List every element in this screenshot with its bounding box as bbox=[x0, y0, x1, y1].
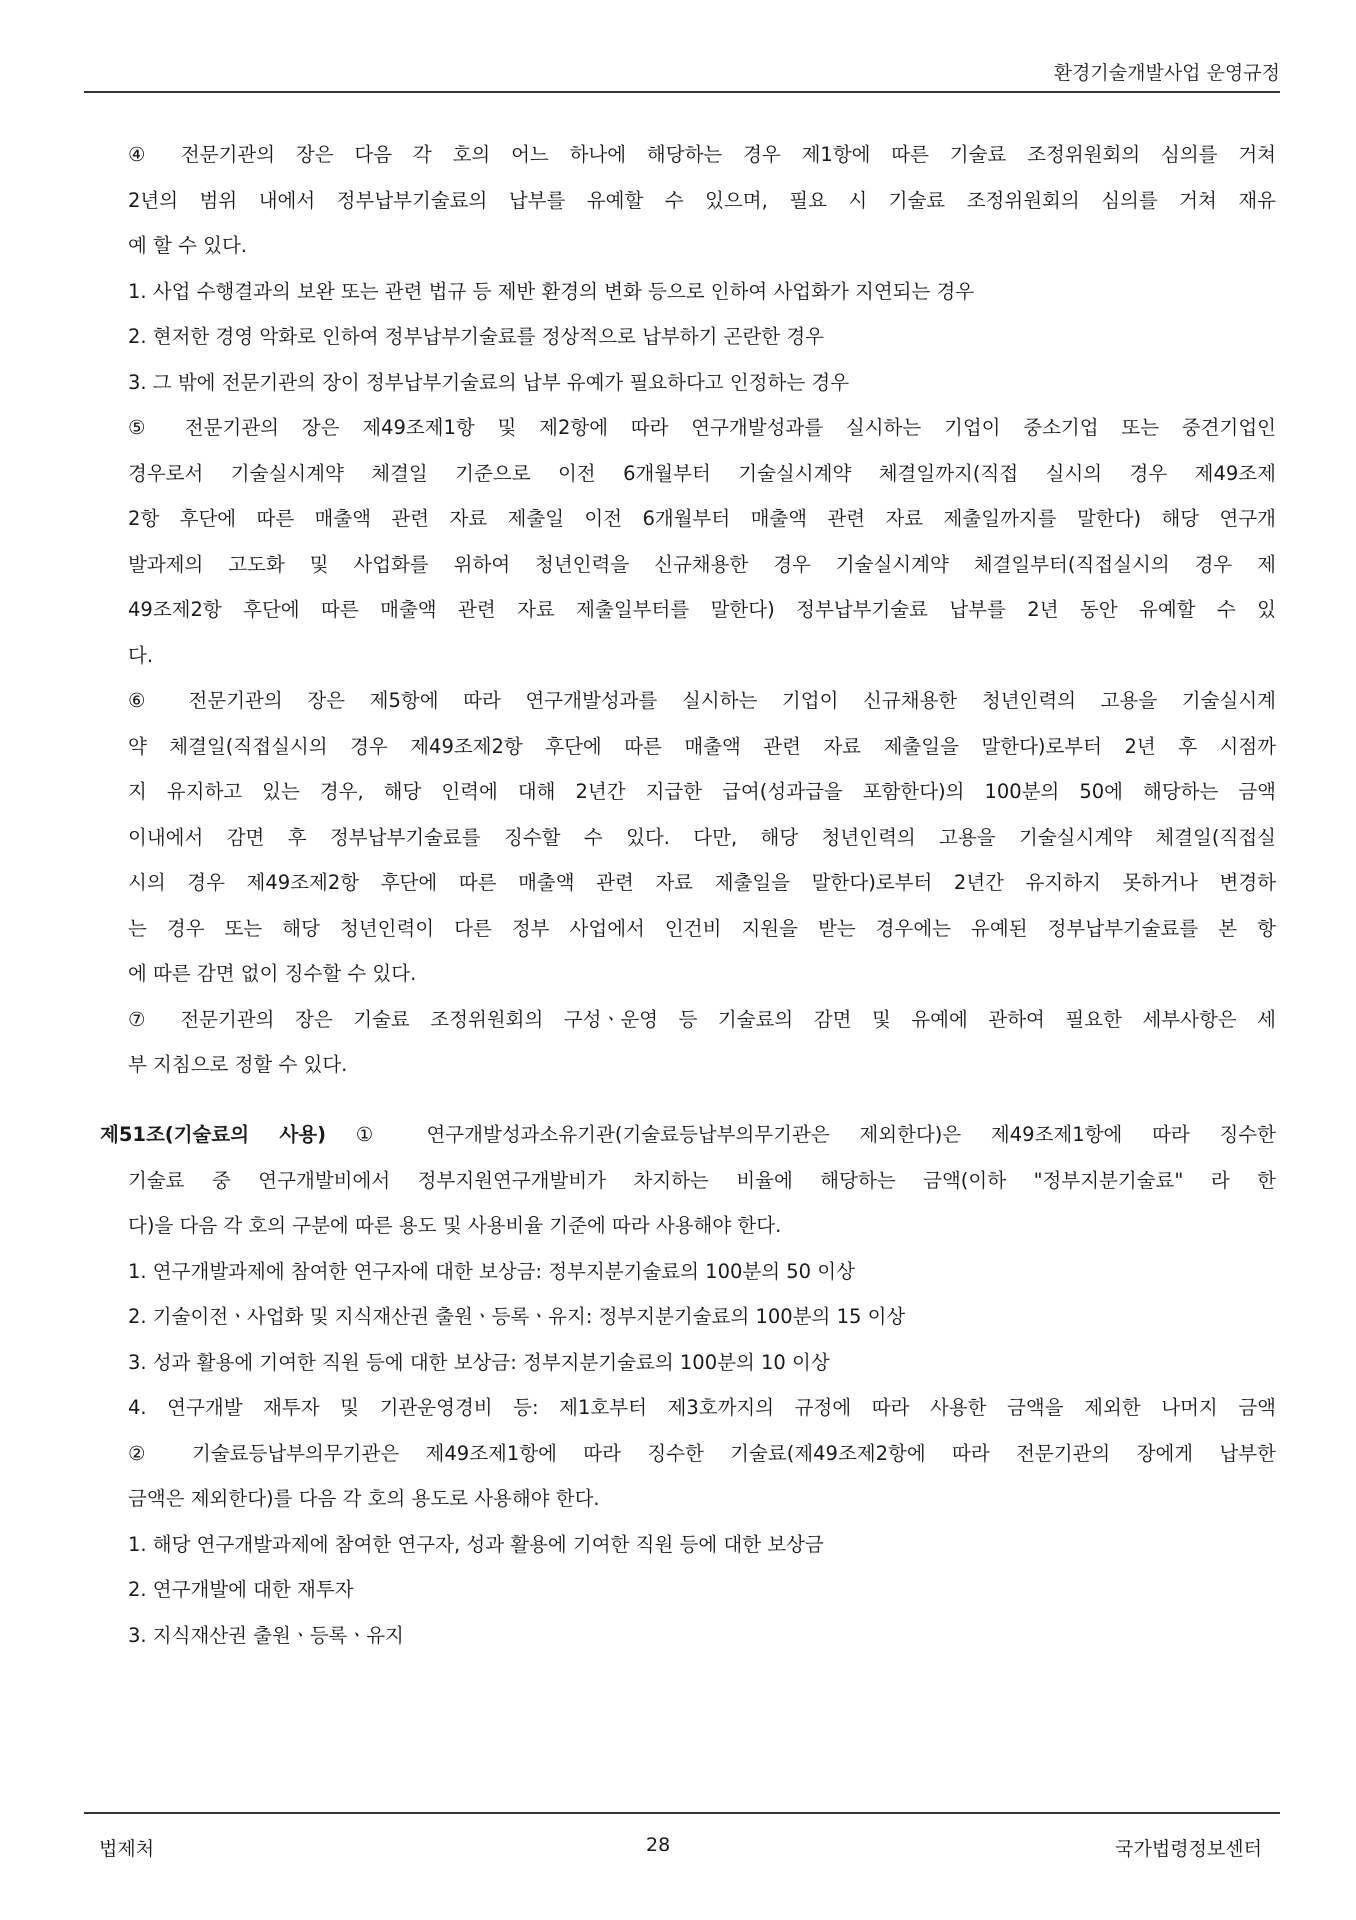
text-line: 지 유지하고 있는 경우, 해당 인력에 대해 2년간 지급한 급여(성과급을 포함한다)의 100분의 50에 해당하는 금액 bbox=[128, 780, 1276, 803]
text-line: ④ 전문기관의 장은 다음 각 호의 어느 하나에 해당하는 경우 제1항에 따른 기술료 조정위원회의 심의를 거쳐 bbox=[128, 143, 1276, 166]
footer-publisher: 법제처 bbox=[99, 1838, 155, 1860]
text-line: 경우로서 기술실시계약 체결일 기준으로 이전 6개월부터 기술실시계약 체결일까지(직접 실시의 경우 제49조제 bbox=[128, 461, 1276, 485]
text-line: 금액은 제외한다)를 다음 각 호의 용도로 사용해야 한다. bbox=[128, 1487, 600, 1510]
text-line: ⑥ 전문기관의 장은 제5항에 따라 연구개발성과를 실시하는 기업이 신규채용한 청년인력의 고용을 기술실시계 bbox=[128, 689, 1276, 712]
text-line: 이내에서 감면 후 정부납부기술료를 징수할 수 있다. 다만, 해당 청년인력의 고용을 기술실시계약 체결일(직접실 bbox=[128, 825, 1276, 849]
text-line: 시의 경우 제49조제2항 후단에 따른 매출액 관련 자료 제출일을 말한다)로부터 2년간 유지하지 못하거나 변경하 bbox=[128, 871, 1276, 894]
text-line: 2. 기술이전ㆍ사업화 및 지식재산권 출원ㆍ등록ㆍ유지: 정부지분기술료의 100분의 15 이상 bbox=[128, 1305, 906, 1328]
text-line: 1. 연구개발과제에 참여한 연구자에 대한 보상금: 정부지분기술료의 100분의 50 이상 bbox=[128, 1259, 855, 1283]
document-header-title: 환경기술개발사업 운영규정 bbox=[1053, 62, 1280, 84]
text-line: 4. 연구개발 재투자 및 기관운영경비 등: 제1호부터 제3호까지의 규정에 따라 사용한 금액을 제외한 나머지 금액 bbox=[128, 1396, 1276, 1419]
article-first-text: ① 연구개발성과소유기관(기술료등납부의무기관은 제외한다)은 제49조제1항에 따라 징수한 bbox=[325, 1123, 1276, 1146]
footer-divider bbox=[84, 1812, 1280, 1814]
text-line: 다. bbox=[128, 643, 154, 667]
article-first-line bbox=[100, 1112, 1276, 1158]
text-line: 3. 성과 활용에 기여한 직원 등에 대한 보상금: 정부지분기술료의 100분의 10 이상 bbox=[128, 1350, 830, 1374]
text-line: 1. 사업 수행결과의 보완 또는 관련 법규 등 제반 환경의 변화 등으로 인하여 사업화가 지연되는 경우 bbox=[128, 279, 975, 303]
text-line: ⑦ 전문기관의 장은 기술료 조정위원회의 구성ㆍ운영 등 기술료의 감면 및 유예에 관하여 필요한 세부사항은 세 bbox=[128, 1007, 1276, 1031]
text-line: 다)을 다음 각 호의 구분에 따른 용도 및 사용비율 기준에 따라 사용해야 한다. bbox=[128, 1214, 782, 1237]
text-line: 발과제의 고도화 및 사업화를 위하여 청년인력을 신규채용한 경우 기술실시계약 체결일부터(직접실시의 경우 제 bbox=[128, 552, 1276, 576]
text-line: 2년의 범위 내에서 정부납부기술료의 납부를 유예할 수 있으며, 필요 시 기술료 조정위원회의 심의를 거쳐 재유 bbox=[128, 188, 1276, 212]
text-line: 2. 현저한 경영 악화로 인하여 정부납부기술료를 정상적으로 납부하기 곤란한 경우 bbox=[128, 325, 825, 348]
document-body bbox=[128, 132, 1276, 1088]
text-line: 는 경우 또는 해당 청년인력이 다른 정부 사업에서 인건비 지원을 받는 경우에는 유예된 정부납부기술료를 본 항 bbox=[128, 916, 1276, 940]
text-line: 부 지침으로 정할 수 있다. bbox=[128, 1053, 348, 1076]
text-line: ② 기술료등납부의무기관은 제49조제1항에 따라 징수한 기술료(제49조제2항에 따라 전문기관의 장에게 납부한 bbox=[128, 1441, 1276, 1465]
text-line: 약 체결일(직접실시의 경우 제49조제2항 후단에 따른 매출액 관련 자료 제출일을 말한다)로부터 2년 후 시점까 bbox=[128, 734, 1276, 758]
header-divider bbox=[84, 91, 1280, 93]
article-heading: 제51조(기술료의 사용) bbox=[100, 1123, 326, 1146]
page-number: 28 bbox=[646, 1834, 671, 1856]
text-line: 1. 해당 연구개발과제에 참여한 연구자, 성과 활용에 기여한 직원 등에 대한 보상금 bbox=[128, 1532, 824, 1556]
text-line: 3. 그 밖에 전문기관의 장이 정부납부기술료의 납부 유예가 필요하다고 인정하는 경우 bbox=[128, 370, 850, 394]
text-line: 49조제2항 후단에 따른 매출액 관련 자료 제출일부터를 말한다) 정부납부기술료 납부를 2년 동안 유예할 수 있 bbox=[128, 598, 1276, 621]
text-line: 예 할 수 있다. bbox=[128, 234, 247, 257]
text-line: 2. 연구개발에 대한 재투자 bbox=[128, 1578, 354, 1601]
footer-source: 국가법령정보센터 bbox=[1115, 1838, 1262, 1860]
text-line: 3. 지식재산권 출원ㆍ등록ㆍ유지 bbox=[128, 1623, 404, 1647]
article-51 bbox=[100, 1112, 1276, 1658]
text-line: 기술료 중 연구개발비에서 정부지원연구개발비가 차지하는 비율에 해당하는 금액(이하 "정부지분기술료" 라 한 bbox=[128, 1168, 1276, 1192]
text-line: ⑤ 전문기관의 장은 제49조제1항 및 제2항에 따라 연구개발성과를 실시하는 기업이 중소기업 또는 중견기업인 bbox=[128, 416, 1276, 439]
text-line: 2항 후단에 따른 매출액 관련 자료 제출일 이전 6개월부터 매출액 관련 자료 제출일까지를 말한다) 해당 연구개 bbox=[128, 507, 1276, 530]
text-line: 에 따른 감면 없이 징수할 수 있다. bbox=[128, 962, 417, 985]
